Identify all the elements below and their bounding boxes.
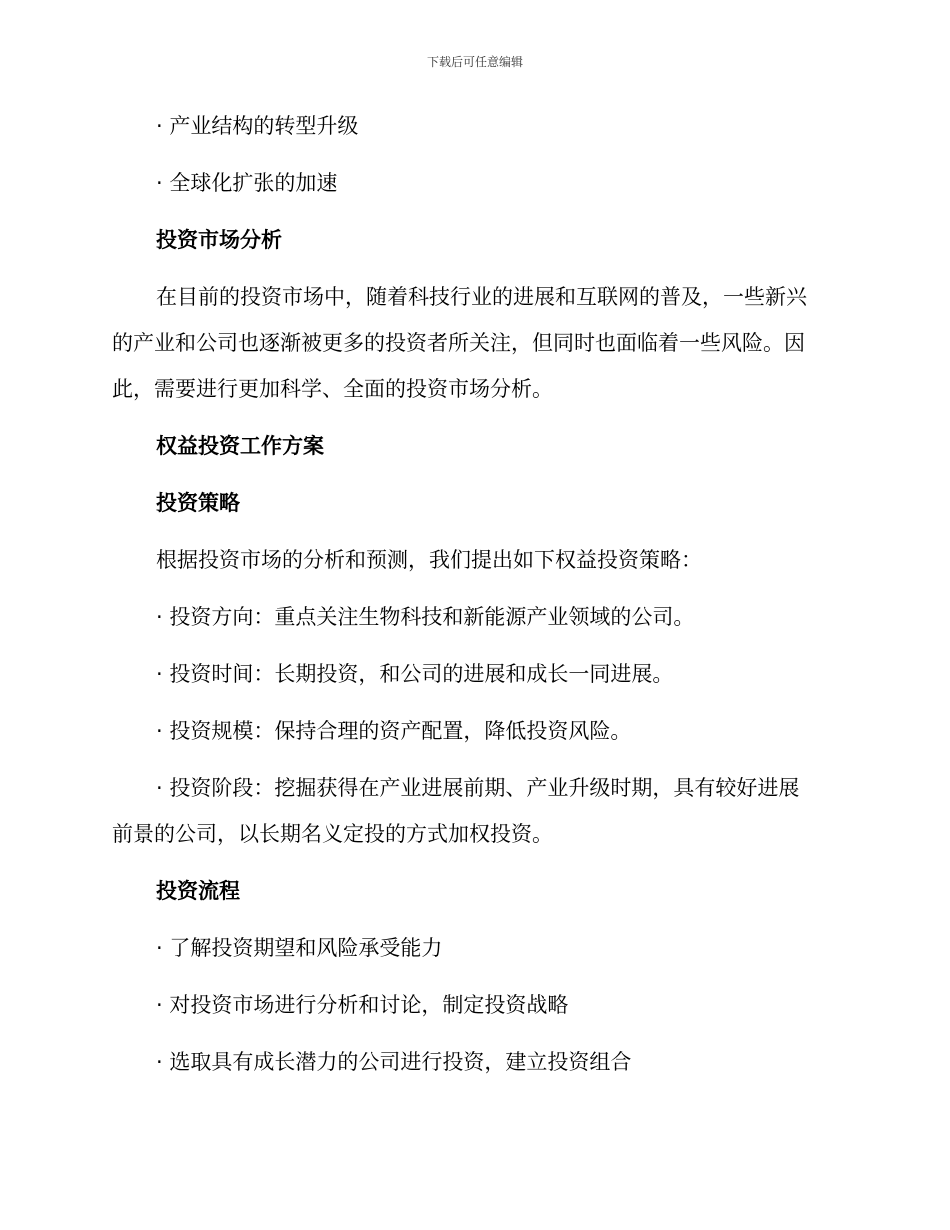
bullet-item: · 产业结构的转型升级 — [156, 114, 359, 138]
strategy-item: · 投资方向：重点关注生物科技和新能源产业领域的公司。 — [156, 605, 695, 629]
strategy-item: · 投资规模：保持合理的资产配置，降低投资风险。 — [156, 719, 632, 743]
section-heading-plan: 权益投资工作方案 — [156, 434, 324, 458]
paragraph-line: 的产业和公司也逐渐被更多的投资者所关注，但同时也面临着一些风险。因 — [112, 331, 805, 355]
strategy-item: · 投资阶段：挖掘获得在产业进展前期、产业升级时期，具有较好进展 — [156, 776, 800, 800]
section-heading-process: 投资流程 — [156, 879, 240, 903]
section-heading-strategy: 投资策略 — [156, 491, 240, 515]
page-header: 下载后可任意编辑 — [426, 55, 523, 69]
bullet-item: · 全球化扩张的加速 — [156, 171, 338, 195]
section-heading-market: 投资市场分析 — [156, 228, 282, 252]
document-body — [112, 111, 832, 1077]
paragraph-line: 此，需要进行更加科学、全面的投资市场分析。 — [112, 377, 553, 401]
process-item: · 了解投资期望和风险承受能力 — [156, 936, 443, 960]
process-item: · 对投资市场进行分析和讨论，制定投资战略 — [156, 993, 569, 1017]
process-item: · 选取具有成长潜力的公司进行投资，建立投资组合 — [156, 1050, 632, 1074]
strategy-item: · 投资时间：长期投资，和公司的进展和成长一同进展。 — [156, 662, 674, 686]
paragraph-line: 在目前的投资市场中，随着科技行业的进展和互联网的普及，一些新兴 — [156, 285, 807, 309]
paragraph-line: 根据投资市场的分析和预测，我们提出如下权益投资策略： — [156, 548, 702, 572]
strategy-item-continuation: 前景的公司，以长期名义定投的方式加权投资。 — [112, 822, 553, 846]
